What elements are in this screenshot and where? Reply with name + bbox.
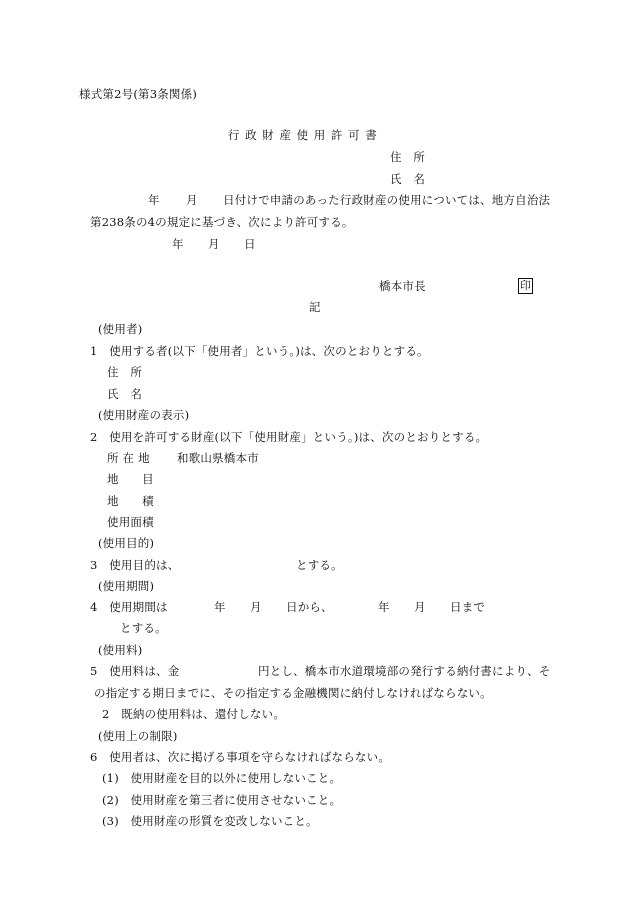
period-heading: (使用期間) bbox=[98, 579, 155, 593]
period-month-1: 月 bbox=[250, 600, 262, 614]
period-year-1: 年 bbox=[214, 600, 226, 614]
seal-mark: 印 bbox=[520, 279, 531, 292]
area-label: 地 積 bbox=[107, 494, 154, 508]
restrict-heading: (使用上の制限) bbox=[98, 729, 178, 743]
period-item: 4 使用期間は bbox=[90, 600, 168, 614]
fee-item-rest: 円とし、橋本市水道環境部の発行する納付書により、そ bbox=[258, 664, 551, 678]
property-heading: (使用財産の表示) bbox=[98, 408, 190, 422]
user-heading: (使用者) bbox=[98, 322, 143, 336]
user-item: 1 使用する者(以下「使用者」という。)は、次のとおりとする。 bbox=[90, 344, 429, 358]
user-name: 氏 名 bbox=[107, 387, 143, 401]
restrict-item: 6 使用者は、次に掲げる事項を守らなければならない。 bbox=[90, 750, 391, 764]
fee-line2: の指定する期日までに、その指定する金融機関に納付しなければならない。 bbox=[94, 686, 492, 700]
period-day-2: 日まで bbox=[450, 600, 486, 614]
name-label: 氏 名 bbox=[390, 172, 426, 186]
purpose-item-end: とする。 bbox=[296, 558, 343, 572]
period-end: とする。 bbox=[120, 621, 167, 635]
intro-month: 月 bbox=[186, 193, 198, 207]
fee-heading: (使用料) bbox=[98, 643, 143, 657]
property-item: 2 使用を許可する財産(以下「使用財産」という。)は、次のとおりとする。 bbox=[90, 430, 488, 444]
fee-refund: 2 既納の使用料は、還付しない。 bbox=[102, 707, 286, 721]
restrict-2: (2) 使用財産を第三者に使用させないこと。 bbox=[102, 793, 342, 807]
form-label: 様式第2号(第3条関係) bbox=[79, 87, 198, 101]
date-month: 月 bbox=[208, 237, 220, 251]
fee-item: 5 使用料は、金 bbox=[90, 664, 180, 678]
ki-heading: 記 bbox=[309, 300, 321, 314]
period-month-2: 月 bbox=[414, 600, 426, 614]
mayor-name: 橋本市長 bbox=[379, 279, 426, 293]
document-title: 行 政 財 産 使 用 許 可 書 bbox=[228, 128, 378, 142]
usage-area-label: 使用面積 bbox=[107, 515, 154, 529]
address-label: 住 所 bbox=[390, 150, 426, 164]
category-label: 地 目 bbox=[107, 472, 154, 486]
date-year: 年 bbox=[172, 237, 184, 251]
restrict-3: (3) 使用財産の形質を変改しないこと。 bbox=[102, 814, 318, 828]
restrict-1: (1) 使用財産を目的以外に使用しないこと。 bbox=[102, 771, 342, 785]
period-day-1: 日から、 bbox=[286, 600, 333, 614]
date-day: 日 bbox=[244, 237, 256, 251]
intro-year: 年 bbox=[148, 193, 160, 207]
intro-text: 日付けで申請のあった行政財産の使用については、地方自治法 bbox=[223, 193, 551, 207]
period-year-2: 年 bbox=[378, 600, 390, 614]
user-address: 住 所 bbox=[107, 365, 143, 379]
purpose-item: 3 使用目的は、 bbox=[90, 558, 180, 572]
location-value: 和歌山県橋本市 bbox=[177, 451, 259, 465]
location-label: 所 在 地 bbox=[107, 451, 150, 465]
purpose-heading: (使用目的) bbox=[98, 536, 155, 550]
intro-text-line2: 第238条の4の規定に基づき、次により許可する。 bbox=[90, 215, 354, 229]
